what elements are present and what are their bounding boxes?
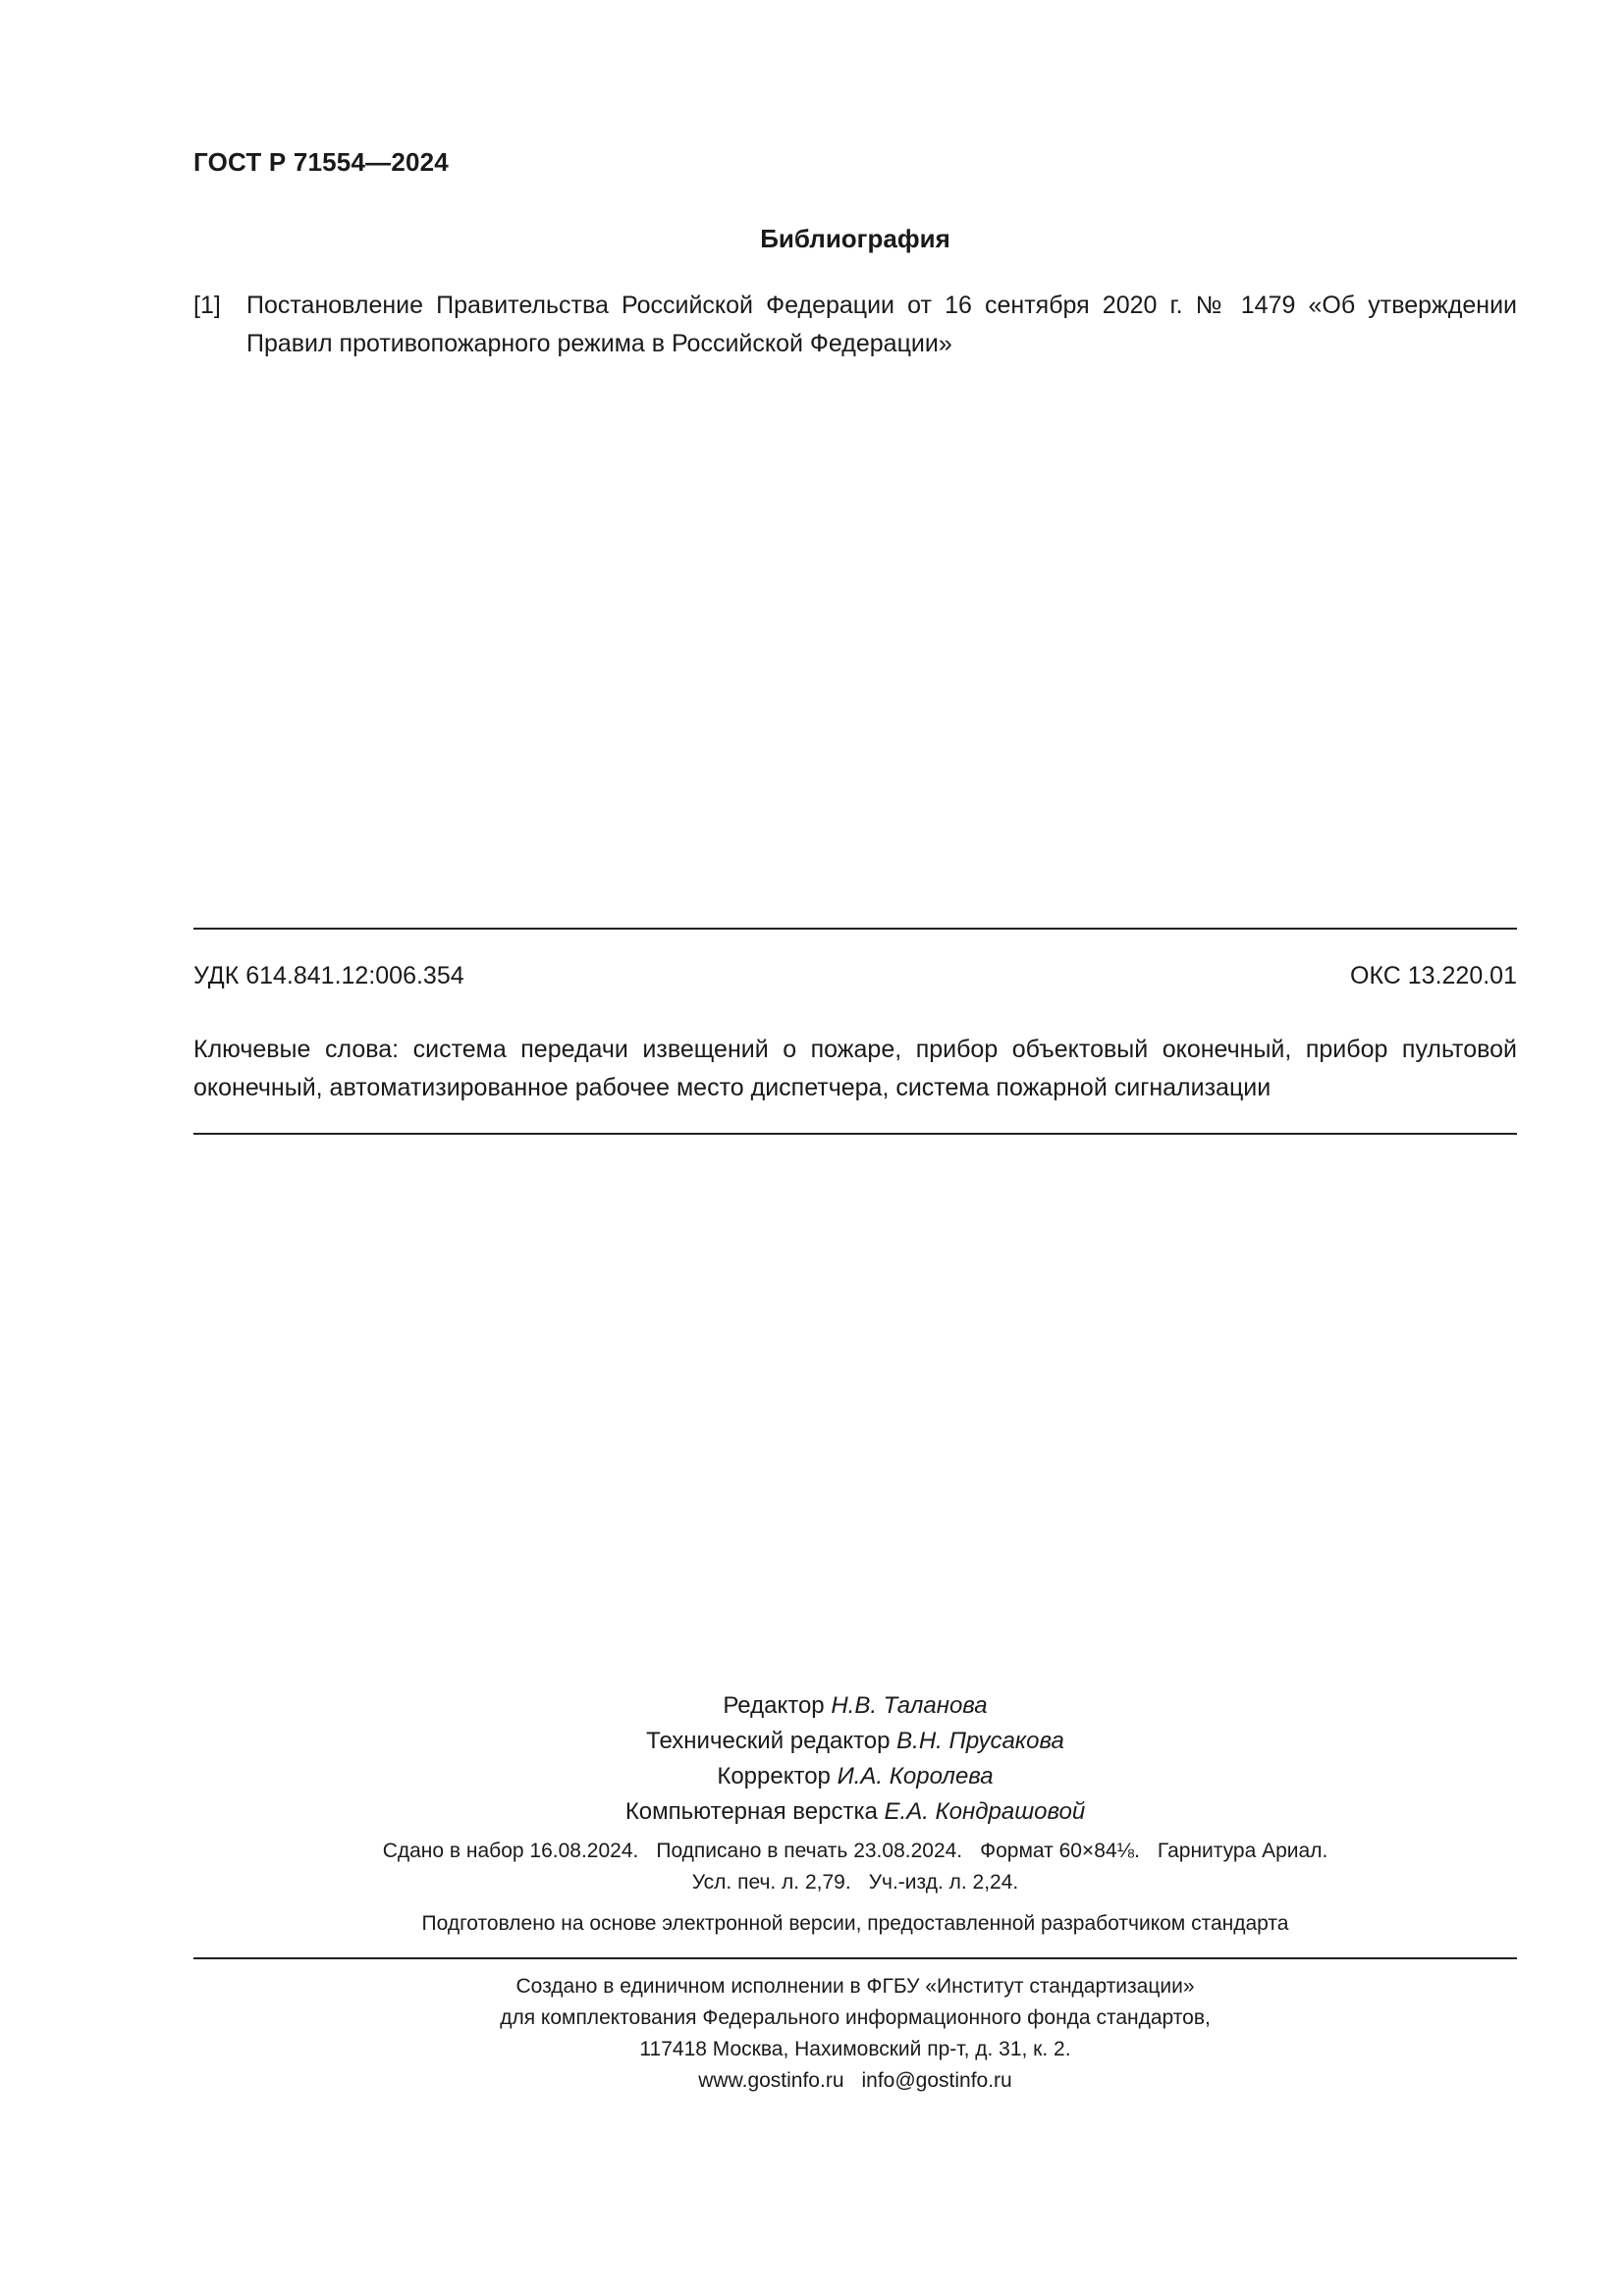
imprint-line-2: [193, 1867, 1517, 1898]
editor-role: Редактор: [723, 1692, 825, 1719]
bibliography-title: Библиография: [760, 224, 950, 253]
entry-text: Постановление Правительства Российской Федерации от 16 сентября 2020 г. № 1479 «Об утверждении Правил противопожарного режима в Российской Федерации»: [246, 292, 1517, 357]
divider-top: [193, 928, 1517, 930]
tech-editor-name: В.Н. Прусакова: [896, 1728, 1064, 1754]
tech-editor-role: Технический редактор: [646, 1728, 891, 1754]
corrector-role: Корректор: [717, 1763, 831, 1789]
prepared-note: Подготовлено на основе электронной версии, предоставленной разработчиком стандарта: [421, 1912, 1289, 1935]
imprint-line-1: [193, 1836, 1517, 1867]
publisher-block: [193, 1971, 1517, 2097]
divider-middle: [193, 1133, 1517, 1135]
corrector-name: И.А. Королева: [837, 1763, 994, 1789]
signed-date: Подписано в печать 23.08.2024.: [656, 1840, 963, 1862]
layout-line: [193, 1794, 1517, 1830]
editor-name: Н.В. Таланова: [831, 1692, 988, 1719]
udk-code: УДК 614.841.12:006.354: [193, 962, 464, 989]
bibliography-entry: [193, 287, 1517, 363]
submitted-date: Сдано в набор 16.08.2024.: [382, 1840, 639, 1862]
publisher-line-1: Создано в единичном исполнении в ФГБУ «Институт стандартизации»: [515, 1975, 1195, 1998]
email-link[interactable]: info@gostinfo.ru: [861, 2069, 1012, 2092]
tech-editor-line: [193, 1724, 1517, 1759]
oks-code: ОКС 13.220.01: [1350, 962, 1517, 989]
layout-name: Е.А. Кондрашовой: [884, 1798, 1086, 1825]
layout-role: Компьютерная верстка: [624, 1798, 878, 1825]
typeface: Гарнитура Ариал.: [1157, 1840, 1328, 1862]
imprint-block: [193, 1836, 1517, 1898]
publisher-line-2: для комплектования Федерального информационного фонда стандартов,: [500, 2006, 1211, 2029]
publisher-contacts: [193, 2065, 1517, 2097]
website-link[interactable]: www.gostinfo.ru: [698, 2069, 844, 2092]
print-sheets: Усл. печ. л. 2,79.: [691, 1871, 851, 1894]
paper-format: Формат 60×84⅛.: [980, 1840, 1140, 1862]
publisher-sheets: Уч.-изд. л. 2,24.: [868, 1871, 1019, 1894]
entry-number: [1]: [193, 292, 221, 319]
credits-block: [193, 1688, 1517, 1830]
editor-line: [193, 1688, 1517, 1724]
publisher-address: 117418 Москва, Нахимовский пр-т, д. 31, к. 2.: [639, 2038, 1071, 2060]
document-id: ГОСТ Р 71554—2024: [193, 147, 449, 177]
keywords: Ключевые слова: система передачи извещений о пожаре, прибор объектовый оконечный, прибор пультовой оконечный, автоматизированное рабочее место диспетчера, система пожарной сигнализации: [193, 1036, 1517, 1101]
corrector-line: [193, 1759, 1517, 1794]
divider-bottom: [193, 1957, 1517, 1959]
